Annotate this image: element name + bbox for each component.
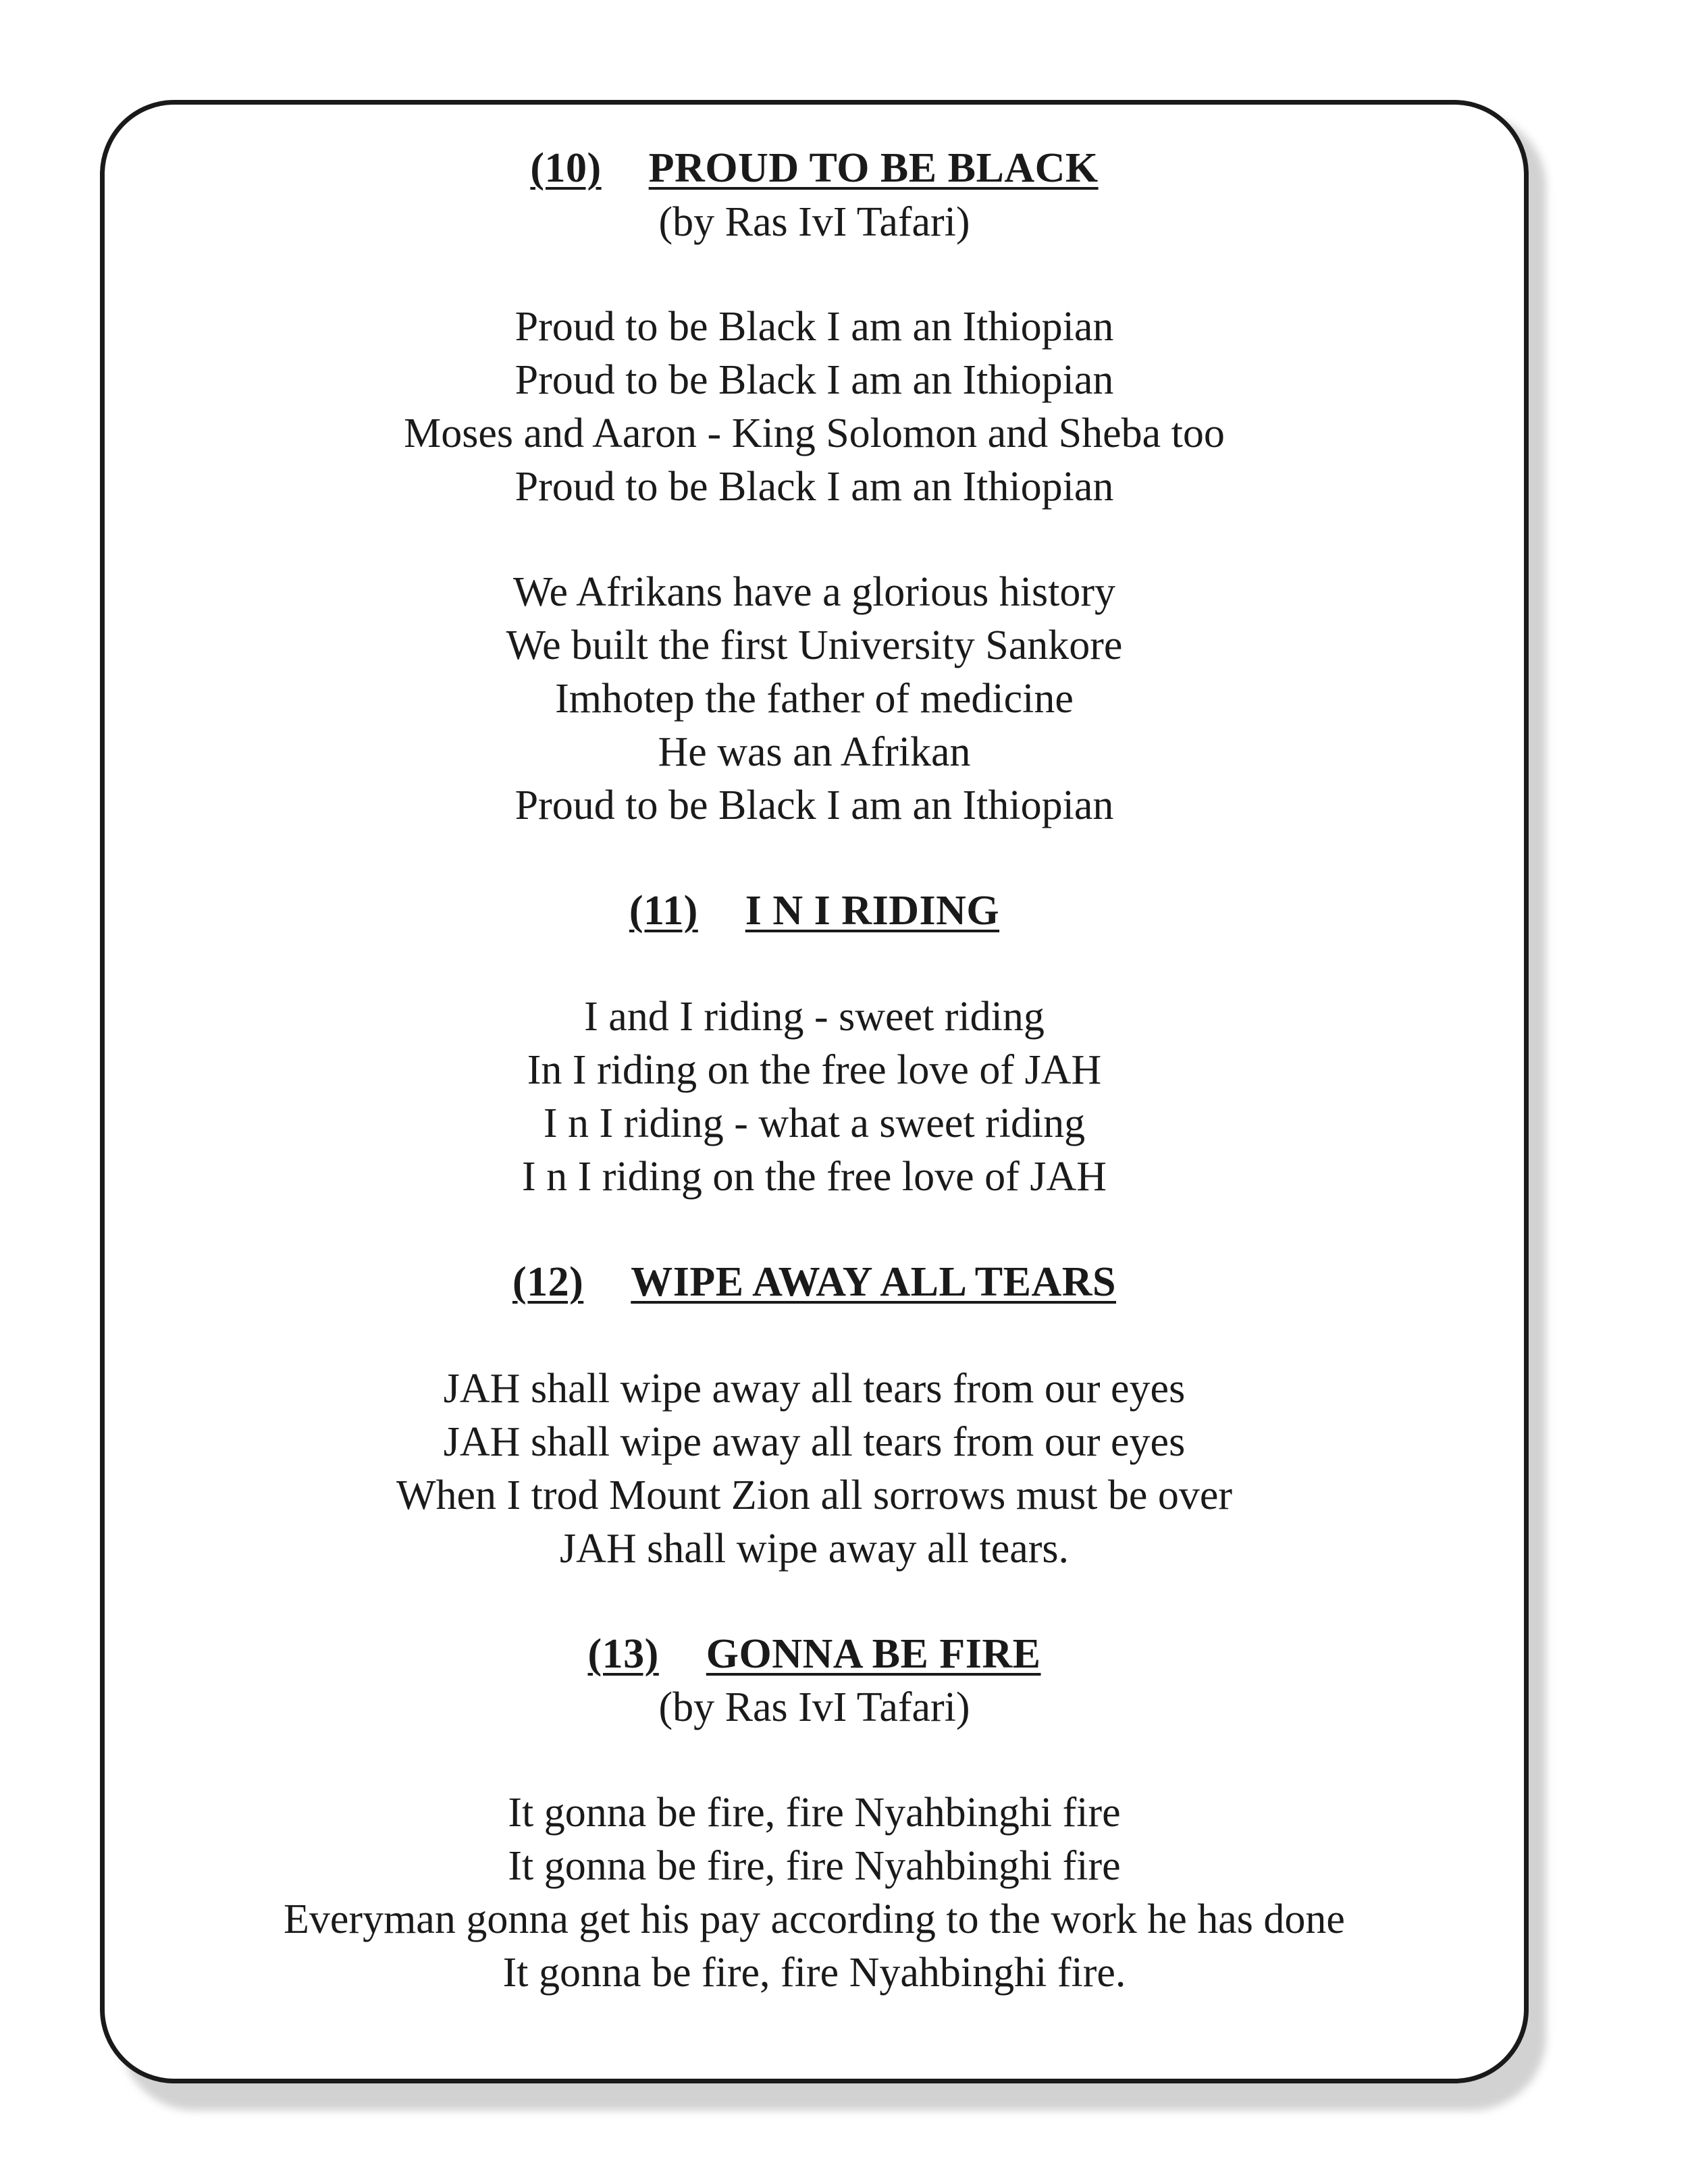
song-12-heading [100, 1256, 1529, 1308]
song-11-verse-1-line-4: I n I riding on the free love of JAH [521, 1154, 1107, 1200]
song-10-byline: (by Ras IvI Tafari) [658, 199, 970, 245]
song-10-verse-2-line-2: We built the first University Sankore [506, 622, 1123, 668]
song-10-verse-2-line-1: We Afrikans have a glorious history [512, 569, 1116, 615]
song-11-verse-1-line-2: In I riding on the free love of JAH [527, 1047, 1102, 1093]
song-13-title: GONNA BE FIRE [706, 1631, 1041, 1677]
song-13-heading [100, 1628, 1529, 1680]
song-10-verse-1-line-1: Proud to be Black I am an Ithiopian [515, 304, 1114, 350]
song-11-verse-1-line-3: I n I riding - what a sweet riding [543, 1100, 1086, 1146]
song-12-title: WIPE AWAY ALL TEARS [631, 1259, 1117, 1305]
song-10-verse-2-line-4: He was an Afrikan [658, 729, 971, 775]
song-13-verse-1-line-2: It gonna be fire, fire Nyahbinghi fire [508, 1843, 1121, 1889]
song-13-number: (13) [587, 1631, 659, 1677]
song-11-number: (11) [629, 888, 698, 934]
song-11-title: I N I RIDING [745, 888, 1000, 934]
song-11-verse-1-line-1: I and I riding - sweet riding [584, 994, 1045, 1040]
song-10-verse-2-line-3: Imhotep the father of medicine [555, 676, 1074, 722]
song-10-verse-1-line-3: Moses and Aaron - King Solomon and Sheba too [404, 410, 1225, 456]
song-13-verse-1-line-4: It gonna be fire, fire Nyahbinghi fire. [502, 1950, 1126, 1996]
song-10-heading [100, 142, 1529, 194]
song-10-verse-1-line-4: Proud to be Black I am an Ithiopian [515, 464, 1114, 510]
song-12-verse-1-line-3: When I trod Mount Zion all sorrows must be over [396, 1472, 1233, 1518]
song-10-title: PROUD TO BE BLACK [648, 145, 1099, 191]
song-10-verse-1-line-2: Proud to be Black I am an Ithiopian [515, 357, 1114, 403]
song-13-byline: (by Ras IvI Tafari) [658, 1684, 970, 1730]
song-13-verse-1-line-3: Everyman gonna get his pay according to the work he has done [284, 1896, 1345, 1942]
song-10-verse-2-line-5: Proud to be Black I am an Ithiopian [515, 782, 1114, 828]
song-12-verse-1-line-4: JAH shall wipe away all tears. [559, 1526, 1070, 1572]
song-12-verse-1-line-2: JAH shall wipe away all tears from our eyes [443, 1419, 1186, 1465]
song-12-number: (12) [512, 1259, 584, 1305]
song-13-verse-1-line-1: It gonna be fire, fire Nyahbinghi fire [508, 1790, 1121, 1836]
song-10-number: (10) [530, 145, 602, 191]
song-12-verse-1-line-1: JAH shall wipe away all tears from our eyes [443, 1366, 1186, 1412]
song-11-heading [100, 884, 1529, 937]
